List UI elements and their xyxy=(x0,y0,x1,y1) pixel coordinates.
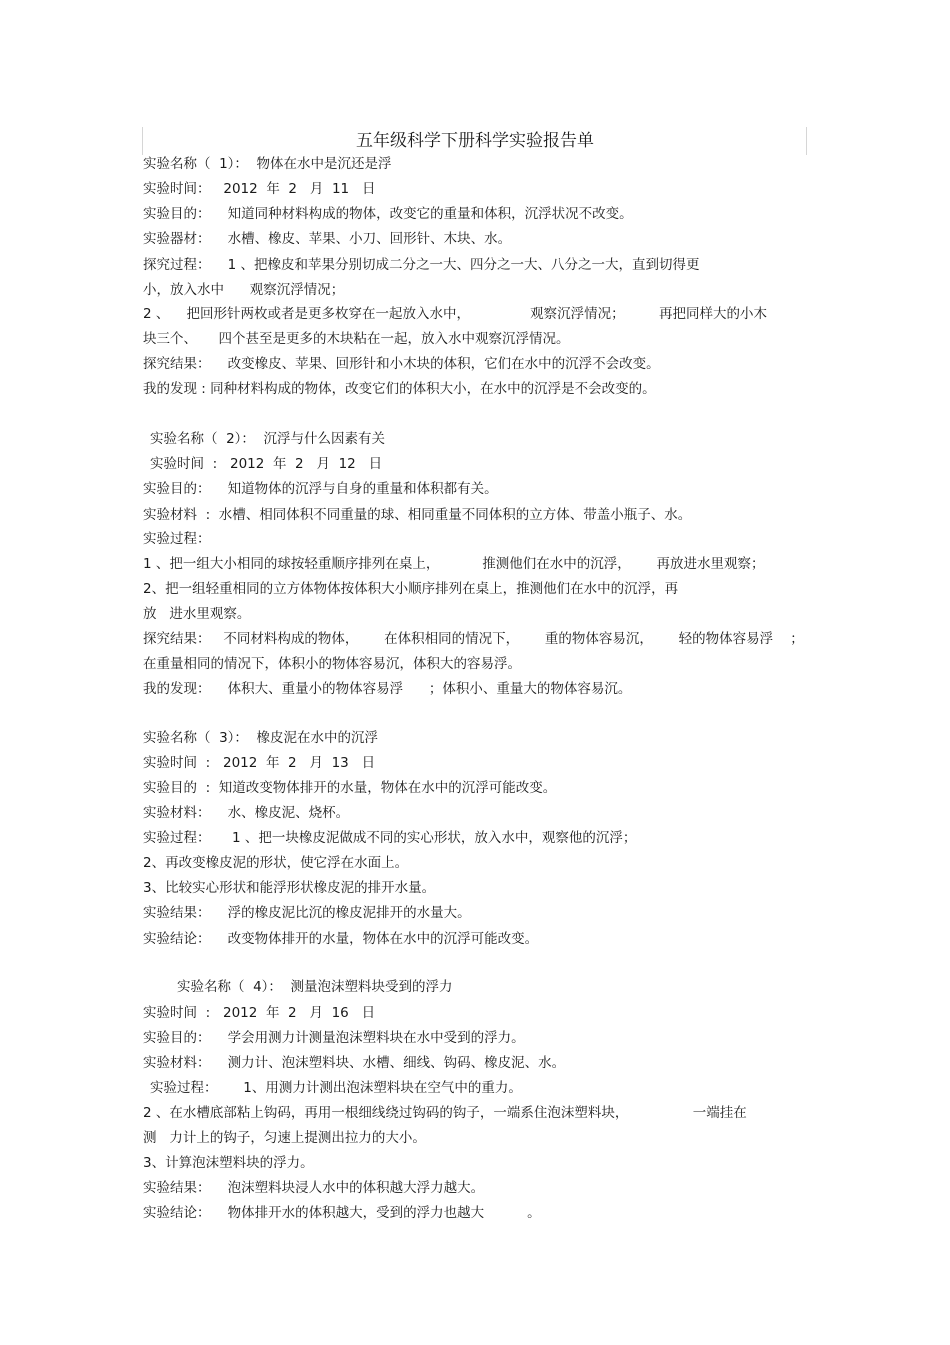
experiment-step: 3、比较实心形状和能浮形状橡皮泥的排开水量。 xyxy=(143,880,436,896)
experiment-step-cont: 测 力计上的钩子，匀速上提测出拉力的大小。 xyxy=(143,1130,426,1146)
experiment-process: 实验过程： xyxy=(143,531,211,547)
experiment-time: 实验时间 : 2012 年 2 月 13 日 xyxy=(143,755,376,771)
experiment-process: 探究过程： 1 、把橡皮和苹果分别切成二分之一大、四分之一大、八分之一大，直到切得更 xyxy=(143,257,700,273)
experiment-materials: 实验材料 : 水槽、相同体积不同重量的球、相同重量不同体积的立方体、带盖小瓶子、水。 xyxy=(143,507,692,523)
experiment-time: 实验时间 : 2012 年 2 月 12 日 xyxy=(150,456,383,472)
experiment-purpose: 实验目的 : 知道改变物体排开的水量，物体在水中的沉浮可能改变。 xyxy=(143,780,557,796)
experiment-time: 实验时间 : 2012 年 2 月 16 日 xyxy=(143,1005,376,1021)
experiment-step-cont: 块三个、 四个甚至是更多的木块粘在一起，放入水中观察沉浮情况。 xyxy=(143,331,570,347)
experiment-name: 实验名称（ 2）： 沉浮与什么因素有关 xyxy=(150,431,386,447)
experiment-equipment: 实验器材： 水槽、橡皮、苹果、小刀、回形针、木块、水。 xyxy=(143,231,512,247)
experiment-step: 2 、在水槽底部粘上钩码，再用一根细线绕过钩码的钩子，一端系住泡沫塑料块， 一端挂在 xyxy=(143,1105,747,1121)
experiment-process: 实验过程： 1 、把一块橡皮泥做成不同的实心形状，放入水中，观察他的沉浮； xyxy=(143,830,637,846)
experiment-result-cont: 在重量相同的情况下，体积小的物体容易沉，体积大的容易浮。 xyxy=(143,656,521,672)
experiment-step-cont: 放 进水里观察。 xyxy=(143,606,251,622)
experiment-purpose: 实验目的： 学会用测力计测量泡沫塑料块在水中受到的浮力。 xyxy=(143,1030,525,1046)
experiment-step: 1 、把一组大小相同的球按轻重顺序排列在桌上， 推测他们在水中的沉浮， 再放进水里观察； xyxy=(143,556,765,572)
experiment-name: 实验名称（ 3）： 橡皮泥在水中的沉浮 xyxy=(143,730,379,746)
experiment-step: 2、再改变橡皮泥的形状，使它浮在水面上。 xyxy=(143,855,409,871)
experiment-materials: 实验材料： 测力计、泡沫塑料块、水槽、细线、钩码、橡皮泥、水。 xyxy=(143,1055,566,1071)
experiment-result: 实验结果： 泡沫塑料块浸人水中的体积越大浮力越大。 xyxy=(143,1180,485,1196)
experiment-step: 3、计算泡沫塑料块的浮力。 xyxy=(143,1155,314,1171)
experiment-conclusion: 实验结论： 改变物体排开的水量，物体在水中的沉浮可能改变。 xyxy=(143,931,539,947)
experiment-process-cont: 小，放入水中 观察沉浮情况； xyxy=(143,282,345,298)
experiment-purpose: 实验目的： 知道物体的沉浮与自身的重量和体积都有关。 xyxy=(143,481,498,497)
experiment-name: 实验名称（ 1）： 物体在水中是沉还是浮 xyxy=(143,156,392,172)
experiment-purpose: 实验目的： 知道同种材料构成的物体，改变它的重量和体积，沉浮状况不改变。 xyxy=(143,206,633,222)
experiment-result: 探究结果： 不同材料构成的物体， 在体积相同的情况下， 重的物体容易沉， 轻的物体容易浮 ； xyxy=(143,631,804,647)
experiment-result: 探究结果： 改变橡皮、苹果、回形针和小木块的体积，它们在水中的沉浮不会改变。 xyxy=(143,356,660,372)
experiment-finding: 我的发现： 体积大、重量小的物体容易浮 ；体积小、重量大的物体容易沉。 xyxy=(143,681,632,697)
experiment-materials: 实验材料： 水、橡皮泥、烧杯。 xyxy=(143,805,350,821)
experiment-process: 实验过程： 1、用测力计测出泡沫塑料块在空气中的重力。 xyxy=(150,1080,522,1096)
experiment-name: 实验名称（ 4）： 测量泡沫塑料块受到的浮力 xyxy=(177,979,453,995)
experiment-step: 2 、 把回形针两枚或者是更多枚穿在一起放入水中， 观察沉浮情况； 再把同样大的小木 xyxy=(143,306,767,322)
experiment-step: 2、把一组轻重相同的立方体物体按体积大小顺序排列在桌上，推测他们在水中的沉浮，再 xyxy=(143,581,679,597)
experiment-time: 实验时间： 2012 年 2 月 11 日 xyxy=(143,181,376,197)
experiment-result: 实验结果： 浮的橡皮泥比沉的橡皮泥排开的水量大。 xyxy=(143,905,471,921)
experiment-finding: 我的发现 : 同种材料构成的物体，改变它们的体积大小，在水中的沉浮是不会改变的。 xyxy=(143,381,656,397)
experiment-conclusion: 实验结论： 物体排开水的体积越大，受到的浮力也越大 。 xyxy=(143,1205,541,1221)
page-title: 五年级科学下册科学实验报告单 xyxy=(356,131,594,151)
